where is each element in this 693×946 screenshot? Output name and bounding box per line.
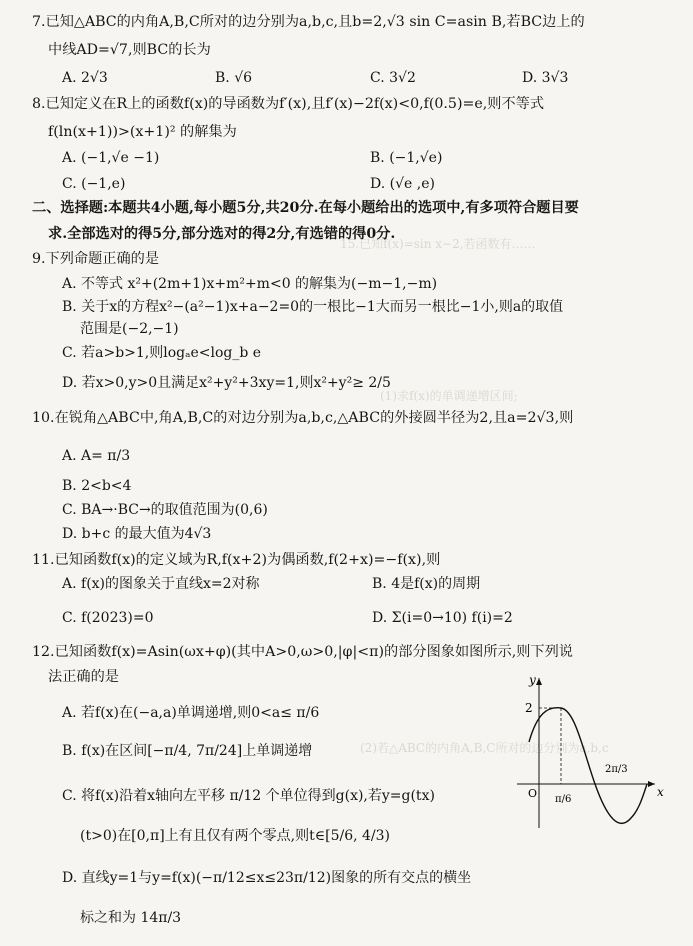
label-2pi-over-3: 2π/3 <box>605 764 628 775</box>
q12-option-b: B. f(x)在区间[−π/4, 7π/24]上单调递增 <box>62 743 313 759</box>
q12-stem-line2: 法正确的是 <box>48 669 119 685</box>
y-tick-2: 2 <box>525 701 533 715</box>
label-pi-over-6: π/6 <box>555 794 572 805</box>
q8-stem-line1: 8.已知定义在R上的函数f(x)的导函数为f′(x),且f′(x)−2f(x)<0,f(0.5)=e,则不等式 <box>32 96 545 112</box>
q8-option-b: B. (−1,√e) <box>370 150 443 166</box>
q9-option-b-line2: 范围是(−2,−1) <box>80 321 179 337</box>
q8-option-d: D. (√e ,e) <box>370 176 435 192</box>
q12-option-a: A. 若f(x)在(−a,a)单调递增,则0<a≤ π/6 <box>62 705 320 721</box>
sine-graph <box>515 672 667 832</box>
section2-heading-line2: 求.全部选对的得5分,部分选对的得2分,有选错的得0分. <box>48 226 396 242</box>
q12-option-c-line1: C. 将f(x)沿着x轴向左平移 π/12 个单位得到g(x),若y=g(tx) <box>62 788 435 804</box>
q9-stem: 9.下列命题正确的是 <box>32 251 160 267</box>
q7-option-b: B. √6 <box>215 70 253 86</box>
q7-option-a: A. 2√3 <box>62 70 108 86</box>
q9-option-b-line1: B. 关于x的方程x²−(a²−1)x+a−2=0的一根比−1大而另一根比−1小,则a的取值 <box>62 299 564 315</box>
q10-stem: 10.在锐角△ABC中,角A,B,C的对边分别为a,b,c,△ABC的外接圆半径为2,且a=2√3,则 <box>32 410 574 426</box>
q10-option-c: C. BA→·BC→的取值范围为(0,6) <box>62 502 268 518</box>
q11-option-c: C. f(2023)=0 <box>62 610 154 626</box>
q11-option-a: A. f(x)的图象关于直线x=2对称 <box>62 576 260 592</box>
q10-option-d: D. b+c 的最大值为4√3 <box>62 526 212 542</box>
q7-stem-line1: 7.已知△ABC的内角A,B,C所对的边分别为a,b,c,且b=2,√3 sin C=asin B,若BC边上的 <box>32 14 585 30</box>
q12-option-d-line1: D. 直线y=1与y=f(x)(−π/12≤x≤23π/12)图象的所有交点的横坐 <box>62 870 472 886</box>
x-axis-label: x <box>657 785 664 799</box>
y-axis-label: y <box>529 673 536 687</box>
bleed-text-1: 15.已知f(x)=sin x−2,若函数有…… <box>340 237 536 251</box>
section2-heading-line1: 二、选择题:本题共4小题,每小题5分,共20分.在每小题给出的选项中,有多项符合题目要 <box>32 200 579 216</box>
q7-stem-line2: 中线AD=√7,则BC的长为 <box>48 42 211 58</box>
q9-option-a: A. 不等式 x²+(2m+1)x+m²+m<0 的解集为(−m−1,−m) <box>62 276 438 292</box>
q12-option-c-line2: (t>0)在[0,π]上有且仅有两个零点,则t∈[5/6, 4/3) <box>80 828 390 844</box>
x-axis-arrow-icon <box>648 781 655 787</box>
q10-option-b: B. 2<b<4 <box>62 478 132 494</box>
sine-curve <box>529 708 647 824</box>
q11-option-d: D. Σ(i=0→10) f(i)=2 <box>372 610 513 626</box>
q8-option-a: A. (−1,√e −1) <box>62 150 160 166</box>
q8-option-c: C. (−1,e) <box>62 176 126 192</box>
q9-option-d: D. 若x>0,y>0且满足x²+y²+3xy=1,则x²+y²≥ 2/5 <box>62 375 391 391</box>
q11-stem: 11.已知函数f(x)的定义域为R,f(x+2)为偶函数,f(2+x)=−f(x),则 <box>32 552 441 568</box>
y-axis-arrow-icon <box>536 678 542 685</box>
bleed-text-3: (2)若△ABC的内角A,B,C所对的边分别为a,b,c <box>360 741 609 755</box>
q7-option-d: D. 3√3 <box>522 70 569 86</box>
q9-option-c: C. 若a>b>1,则logₐe<log_b e <box>62 345 262 361</box>
q11-option-b: B. 4是f(x)的周期 <box>372 576 481 592</box>
q10-option-a: A. A= π/3 <box>62 448 131 464</box>
bleed-text-2: (1)求f(x)的单调递增区间; <box>380 389 518 403</box>
q7-option-c: C. 3√2 <box>370 70 416 86</box>
q12-stem-line1: 12.已知函数f(x)=Asin(ωx+φ)(其中A>0,ω>0,|φ|<π)的部分图象如图所示,则下列说 <box>32 644 573 660</box>
q12-option-d-line2: 标之和为 14π/3 <box>80 910 182 926</box>
origin-label: O <box>528 787 538 800</box>
q8-stem-line2: f(ln(x+1))>(x+1)² 的解集为 <box>48 124 237 140</box>
